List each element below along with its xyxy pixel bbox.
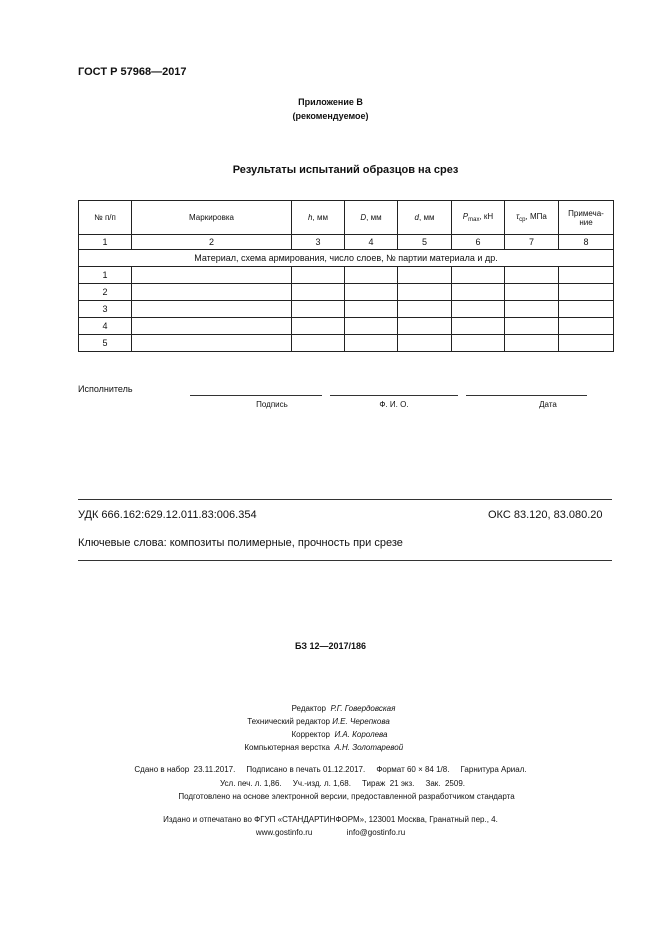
column-number: 3 [292,235,345,250]
header-h-symbol: h [308,213,313,222]
staff-layout [180,741,480,754]
table-cell [345,267,398,284]
column-number: 7 [505,235,559,250]
header-note-line2: ние [579,217,593,227]
row-number: 3 [79,301,132,318]
header-d-lower-symbol: d [414,213,419,222]
column-number: 5 [398,235,452,250]
table-cell [452,318,505,335]
date-line [466,395,587,396]
row-number: 1 [79,267,132,284]
table-cell [505,284,559,301]
table-cell [559,318,614,335]
table-cell [292,284,345,301]
table-cell [559,301,614,318]
executor-label: Исполнитель [78,384,133,394]
header-marking: Маркировка [132,201,292,235]
table-cell [505,318,559,335]
bz-number: БЗ 12—2017/186 [294,641,367,651]
results-table [78,200,614,352]
table-cell [292,318,345,335]
table-cell [292,335,345,352]
table-cell [452,267,505,284]
table-cell [398,284,452,301]
imprint-line-3: Подготовлено на основе электронной версии, предоставленной разработчиком стандарта [178,792,515,801]
udk-code: УДК 666.162:629.12.011.83:006.354 [78,509,257,521]
imprint-line-4: Издано и отпечатано во ФГУП «СТАНДАРТИНФОРМ», 123001 Москва, Гранатный пер., 4. [163,815,498,824]
date-caption: Дата [539,400,557,409]
divider-bottom [78,560,612,561]
section-title: Результаты испытаний образцов на срез [232,164,459,176]
imprint-line-1: Сдано в набор 23.11.2017. Подписано в печать 01.12.2017. Формат 60 × 84 1/8. Гарнитура Ариал. [134,765,527,774]
imprint-contacts [0,828,661,837]
table-cell [345,301,398,318]
header-d-lower [398,201,452,235]
header-tau-subscript: ср [519,217,526,223]
table-cell [505,301,559,318]
header-note-line1: Примеча- [568,208,604,218]
divider-top [78,499,612,500]
imprint-line-2: Усл. печ. л. 1,86. Уч.-изд. л. 1,68. Тираж 21 экз. Зак. 2509. [219,779,465,788]
table-row [79,267,614,284]
document-standard-number: ГОСТ Р 57968—2017 [78,66,187,78]
staff-editor-label: Редактор [291,704,326,713]
column-number-row [79,235,614,250]
row-number: 5 [79,335,132,352]
table-cell [398,335,452,352]
table-cell [132,267,292,284]
table-cell [398,301,452,318]
table-cell [559,335,614,352]
staff-tech-label: Технический редактор [247,717,330,726]
material-description: Материал, схема армирования, число слоев, № партии материала и др. [79,250,614,267]
staff-corrector [180,728,480,741]
table-cell [132,301,292,318]
staff-tech-editor [180,715,480,728]
header-h-unit: , мм [312,213,328,222]
email-link[interactable]: info@gostinfo.ru [346,828,406,837]
header-tau [505,201,559,235]
header-d-upper-unit: , мм [366,213,382,222]
table-cell [452,335,505,352]
column-number: 4 [345,235,398,250]
signature-line [190,395,322,396]
table-cell [452,284,505,301]
staff-corrector-label: Корректор [291,730,330,739]
header-d-lower-unit: , мм [419,213,435,222]
table-cell [345,318,398,335]
row-number: 2 [79,284,132,301]
table-cell [559,267,614,284]
table-cell [292,267,345,284]
table-cell [398,267,452,284]
table-cell [132,318,292,335]
appendix-subtitle: (рекомендуемое) [292,111,369,121]
table-cell [398,318,452,335]
table-row [79,284,614,301]
fio-line [330,395,458,396]
staff-block [180,702,480,754]
fio-caption: Ф. И. О. [379,400,409,409]
website-link[interactable]: www.gostinfo.ru [255,828,313,837]
table-cell [559,284,614,301]
table-row [79,335,614,352]
row-number: 4 [79,318,132,335]
oks-code: ОКС 83.120, 83.080.20 [488,509,603,521]
appendix-title: Приложение В [298,97,363,107]
header-num: № п/п [79,201,132,235]
staff-layout-name: А.Н. Золотаревой [334,743,404,752]
table-cell [505,267,559,284]
table-cell [132,284,292,301]
keywords: Ключевые слова: композиты полимерные, прочность при срезе [78,537,403,549]
header-note [559,201,614,235]
staff-editor [180,702,480,715]
table-cell [292,301,345,318]
header-tau-unit: , МПа [525,212,547,221]
staff-corrector-name: И.А. Королева [334,730,388,739]
header-p-symbol: P [462,212,469,221]
table-row [79,318,614,335]
staff-layout-label: Компьютерная верстка [244,743,330,752]
header-p-unit: , кН [479,212,494,221]
signature-caption: Подпись [256,400,288,409]
table-cell [505,335,559,352]
header-d-upper [345,201,398,235]
header-p-max [452,201,505,235]
header-d-upper-symbol: D [360,213,367,222]
staff-tech-name: И.Е. Черепкова [332,717,390,726]
staff-editor-name: Р.Г. Говердовская [330,704,396,713]
column-number: 6 [452,235,505,250]
column-number: 1 [79,235,132,250]
table-header-row [79,201,614,235]
column-number: 2 [132,235,292,250]
table-cell [452,301,505,318]
header-tau-symbol: τ [516,212,520,221]
table-cell [345,335,398,352]
header-p-subscript: max [468,217,480,223]
table-cell [345,284,398,301]
header-h [292,201,345,235]
material-span-row [79,250,614,267]
table-cell [132,335,292,352]
column-number: 8 [559,235,614,250]
table-row [79,301,614,318]
